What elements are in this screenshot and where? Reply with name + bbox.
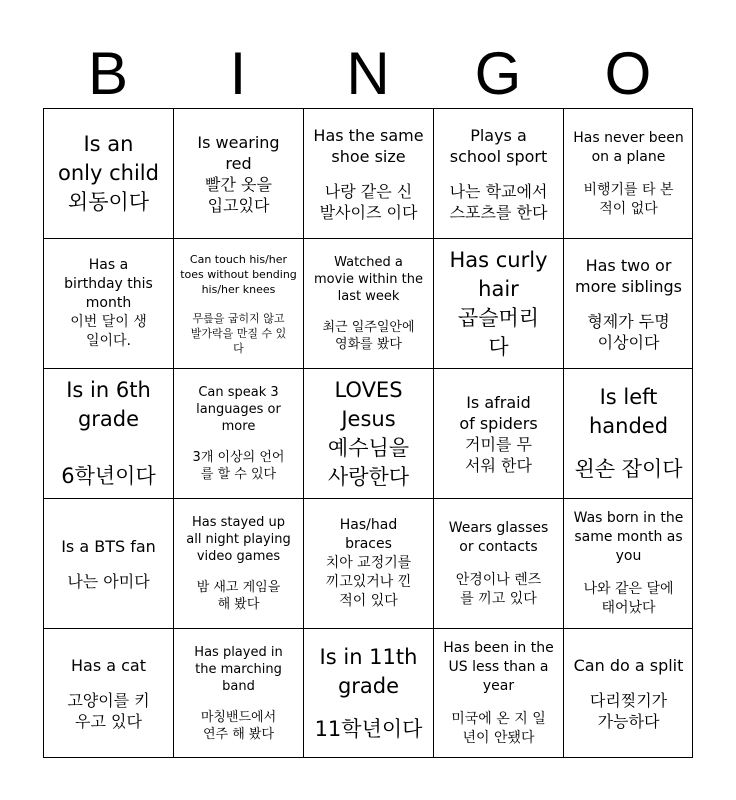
header-letter-n: N [346, 40, 390, 107]
cell-text-korean: 외동이다 [67, 190, 150, 214]
cell-text-english: Has been in the US less than a year [443, 640, 554, 694]
cell-text-english: Is in 6th grade [66, 378, 151, 431]
bingo-cell[interactable] [563, 368, 693, 498]
cell-text-english: Has a cat [70, 656, 147, 675]
cell-text-korean: 나는 학교에서 스포츠를 한다 [449, 181, 548, 222]
bingo-cell[interactable] [433, 108, 563, 238]
bingo-cell[interactable] [173, 108, 303, 238]
bingo-cell[interactable] [43, 238, 173, 368]
cell-text-korean: 치아 교정기를 끼고있거나 낀 적이 있다 [325, 555, 412, 609]
cell-text-korean: 이번 달이 생 일이다. [70, 314, 147, 349]
cell-text-english: Is afraid of spiders [459, 392, 538, 433]
cell-text-english: Has two or more siblings [575, 255, 682, 296]
cell-text-korean: 곱슬머리 다 [457, 305, 540, 359]
cell-text-korean: 나랑 같은 신 발사이즈 이다 [319, 181, 418, 222]
bingo-cell[interactable] [303, 108, 433, 238]
bingo-cell[interactable] [433, 628, 563, 758]
cell-text-korean: 마칭밴드에서 연주 해 봤다 [200, 710, 277, 742]
bingo-cell[interactable] [173, 368, 303, 498]
cell-text-korean: 최근 일주일안에 영화를 봤다 [322, 320, 415, 352]
cell-text-korean: 거미를 무 서워 한다 [465, 434, 532, 475]
header-letter-g: G [474, 40, 522, 107]
cell-text-korean: 예수님을 사랑한다 [327, 435, 410, 489]
cell-text-english: Was born in the same month as you [573, 510, 684, 564]
cell-text-korean: 빨간 옷을 입고있다 [205, 174, 272, 215]
bingo-cell[interactable] [563, 498, 693, 628]
bingo-cell[interactable] [563, 108, 693, 238]
bingo-cell[interactable] [433, 498, 563, 628]
cell-text-english: Is in 11th grade [319, 645, 418, 698]
cell-text-english: Is a BTS fan [61, 536, 156, 556]
cell-text-english: Is an only child [58, 132, 159, 185]
bingo-cell[interactable] [563, 238, 693, 368]
header-letter-b: B [87, 40, 129, 107]
header-letter-o: O [604, 40, 652, 107]
cell-text-english: Has never been on a plane [573, 129, 684, 165]
cell-text-english: Plays a school sport [449, 125, 548, 166]
bingo-cell[interactable] [43, 108, 173, 238]
bingo-cell[interactable] [433, 368, 563, 498]
header-letter-i: I [229, 40, 247, 107]
cell-text-english: Has played in the marching band [194, 645, 283, 694]
cell-text-korean: 3개 이상의 언어 를 할 수 있다 [192, 450, 285, 482]
cell-text-english: Can do a split [573, 656, 684, 675]
cell-text-english: Can touch his/her toes without bending his/her knees [180, 252, 297, 296]
bingo-cell[interactable] [303, 368, 433, 498]
cell-text-english: Wears glasses or contacts [448, 519, 549, 555]
cell-text-english: Has a birthday this month [64, 257, 153, 311]
bingo-grid [43, 108, 693, 758]
cell-text-korean: 비행기를 타 본 적이 없다 [583, 181, 674, 217]
cell-text-korean: 무릎을 굽히지 않고 발가락을 만질 수 있 다 [190, 311, 287, 355]
cell-text-korean: 나는 아미다 [67, 571, 150, 591]
cell-text-korean: 안경이나 렌즈 를 끼고 있다 [455, 571, 542, 607]
bingo-cell[interactable] [173, 628, 303, 758]
cell-text-korean: 형제가 두명 이상이다 [587, 311, 670, 352]
cell-text-korean: 나와 같은 달에 태어났다 [583, 581, 674, 616]
cell-text-english: LOVES Jesus [334, 377, 403, 431]
bingo-cell[interactable] [303, 238, 433, 368]
bingo-cell[interactable] [43, 628, 173, 758]
bingo-cell[interactable] [433, 238, 563, 368]
bingo-cell[interactable] [43, 498, 173, 628]
bingo-cell[interactable] [303, 498, 433, 628]
cell-text-english: Has curly hair [449, 247, 548, 301]
cell-text-english: Is left handed [588, 385, 669, 438]
bingo-cell[interactable] [173, 498, 303, 628]
bingo-cell[interactable] [563, 628, 693, 758]
cell-text-korean: 미국에 온 지 일 년이 안됐다 [451, 711, 546, 746]
cell-text-english: Has stayed up all night playing video games [186, 515, 291, 564]
bingo-header [43, 40, 693, 108]
cell-text-english: Can speak 3 languages or more [196, 385, 281, 434]
cell-text-korean: 밤 새고 게임을 해 봤다 [196, 580, 281, 612]
bingo-cell[interactable] [43, 368, 173, 498]
bingo-cell[interactable] [303, 628, 433, 758]
cell-text-english: Has/had braces [339, 517, 398, 552]
cell-text-korean: 6학년이다 [61, 464, 156, 488]
cell-text-english: Is wearing red [197, 132, 280, 173]
cell-text-korean: 고양이를 키 우고 있다 [67, 691, 150, 731]
bingo-cell[interactable] [173, 238, 303, 368]
cell-text-korean: 왼손 잡이다 [574, 457, 683, 481]
cell-text-english: Watched a movie within the last week [314, 255, 423, 304]
cell-text-korean: 11학년이다 [314, 717, 423, 741]
cell-text-english: Has the same shoe size [313, 125, 424, 166]
cell-text-korean: 다리찢기가 가능하다 [589, 691, 668, 731]
